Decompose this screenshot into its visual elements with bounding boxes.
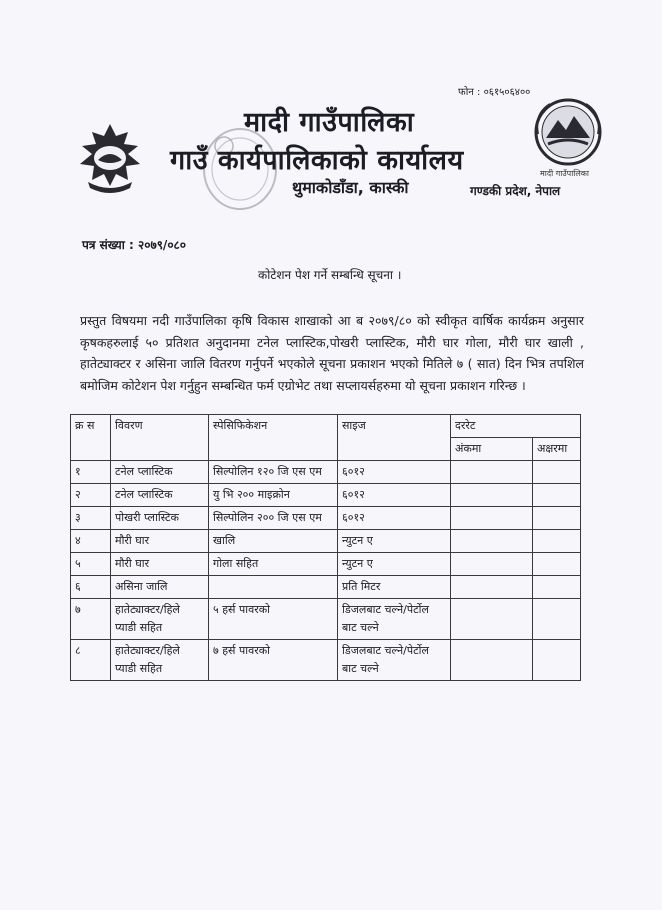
- row-description: मौरी घार: [111, 553, 209, 576]
- table-row: [71, 553, 581, 576]
- row-sn: ८: [71, 640, 111, 681]
- phone-number: फोन : ०६१५०६४००: [458, 87, 531, 98]
- row-sn: १: [71, 461, 111, 484]
- row-specification: सिल्पोलिन १२० जि एस एम: [209, 461, 338, 484]
- header-size: साइज: [338, 415, 451, 461]
- letterhead-title-line1: मादी गाउँपालिका: [244, 107, 415, 138]
- row-sn: ६: [71, 576, 111, 599]
- row-rate-words: [533, 576, 581, 599]
- header-in-figures: अंकमा: [451, 438, 533, 461]
- header-description: विवरण: [111, 415, 209, 461]
- letterhead-province: गण्डकी प्रदेश, नेपाल: [470, 184, 561, 198]
- letter-subject: कोटेशन पेश गर्ने सम्बन्धि सूचना ।: [258, 268, 402, 282]
- row-description: हातेट्याक्टर/हिले प्याडी सहित: [111, 640, 209, 681]
- row-specification: यु भि २०० माइक्रोन: [209, 484, 338, 507]
- row-size: ६०१२: [338, 507, 451, 530]
- row-rate-words: [533, 484, 581, 507]
- table-row: [71, 576, 581, 599]
- row-specification: ५ हर्स पावरको: [209, 599, 338, 640]
- nepal-emblem-icon: [70, 120, 150, 196]
- row-size: न्युटन ए: [338, 530, 451, 553]
- row-rate-words: [533, 599, 581, 640]
- table-row: [71, 530, 581, 553]
- row-rate-words: [533, 640, 581, 681]
- row-description: मौरी घार: [111, 530, 209, 553]
- row-rate-figures: [451, 484, 533, 507]
- row-rate-figures: [451, 507, 533, 530]
- reference-number: पत्र संख्या : २०७९/०८०: [82, 238, 187, 252]
- items-table: [70, 414, 581, 681]
- row-specification: [209, 576, 338, 599]
- municipality-logo-icon: [528, 94, 608, 174]
- row-description: टनेल प्लास्टिक: [111, 484, 209, 507]
- row-size: ६०१२: [338, 461, 451, 484]
- row-specification: गोला सहित: [209, 553, 338, 576]
- letter-body: प्रस्तुत विषयमा नदी गाउँपालिका कृषि विकास शाखाको आ ब २०७९/८० को स्वीकृत वार्षिक कार्यक्रम अनुसार कृषकहरुलाई ५० प्रतिशत अनुदानमा टनेल प्लास्टिक,पोखरी प्लास्टिक, मौरी घार गोला, मौरी घार खाली , हातेट्याक्टर र असिना जालि वितरण गर्नुपर्ने भएकोले सूचना प्रकाशन भएको मितिले ७ ( सात) दिन भित्र तपशिल बमोजिम कोटेशन पेश गर्नुहुन सम्बन्धित फर्म एग्रोभेट तथा सप्लायर्सहरुमा यो सूचना प्रकाशन गरिन्छ ।: [80, 313, 584, 393]
- row-rate-words: [533, 553, 581, 576]
- row-size: न्युटन ए: [338, 553, 451, 576]
- row-rate-figures: [451, 640, 533, 681]
- table-row: [71, 461, 581, 484]
- header-in-words: अक्षरमा: [533, 438, 581, 461]
- table-row: [71, 484, 581, 507]
- table-row: [71, 599, 581, 640]
- row-rate-figures: [451, 576, 533, 599]
- header-sn: क्र स: [71, 415, 111, 461]
- header-specification: स्पेसिफिकेशन: [209, 415, 338, 461]
- table-row: [71, 640, 581, 681]
- row-description: टनेल प्लास्टिक: [111, 461, 209, 484]
- letterhead-address: थुमाकोडाँडा, कास्की: [292, 178, 409, 197]
- row-rate-figures: [451, 553, 533, 576]
- row-rate-words: [533, 507, 581, 530]
- right-emblem-caption: मादी गाउँपालिका: [540, 169, 590, 178]
- row-size: ६०१२: [338, 484, 451, 507]
- row-rate-figures: [451, 461, 533, 484]
- row-sn: २: [71, 484, 111, 507]
- row-description: पोखरी प्लास्टिक: [111, 507, 209, 530]
- row-sn: ७: [71, 599, 111, 640]
- row-size: डिजलबाट चल्ने/पेर्टोल बाट चल्ने: [338, 640, 451, 681]
- row-description: असिना जालि: [111, 576, 209, 599]
- table-header-row: [71, 415, 581, 438]
- header-rate: दररेट: [451, 415, 581, 438]
- row-specification: ७ हर्स पावरको: [209, 640, 338, 681]
- row-sn: ५: [71, 553, 111, 576]
- row-sn: ३: [71, 507, 111, 530]
- row-size: प्रति मिटर: [338, 576, 451, 599]
- row-rate-words: [533, 461, 581, 484]
- row-description: हातेट्याक्टर/हिले प्याडी सहित: [111, 599, 209, 640]
- letterhead-title-line2: गाउँ कार्यपालिकाको कार्यालय: [170, 145, 464, 176]
- row-rate-words: [533, 530, 581, 553]
- row-sn: ४: [71, 530, 111, 553]
- row-rate-figures: [451, 599, 533, 640]
- table-row: [71, 507, 581, 530]
- row-size: डिजलबाट चल्ने/पेर्टोल बाट चल्ने: [338, 599, 451, 640]
- row-specification: सिल्पोलिन २०० जि एस एम: [209, 507, 338, 530]
- row-specification: खालि: [209, 530, 338, 553]
- row-rate-figures: [451, 530, 533, 553]
